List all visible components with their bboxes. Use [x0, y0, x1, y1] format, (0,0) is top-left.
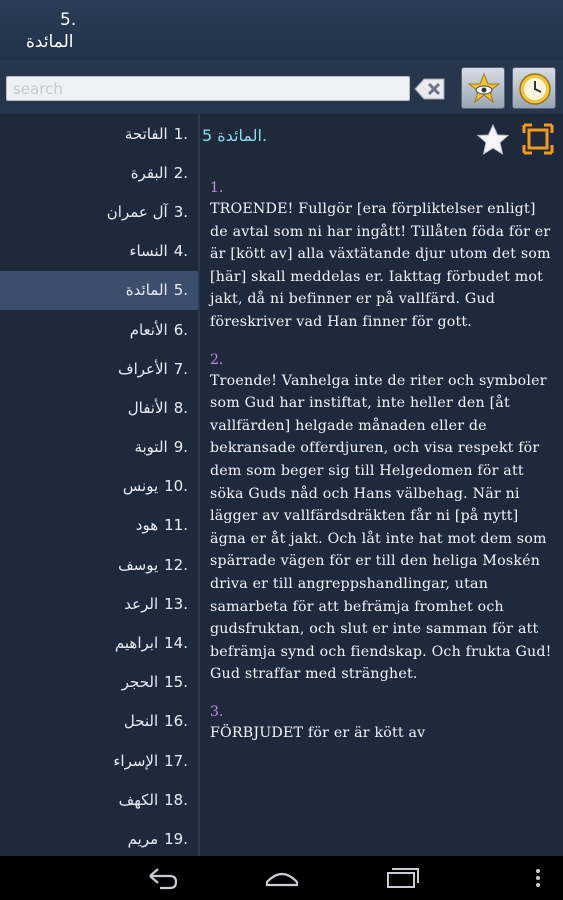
verse	[210, 178, 556, 334]
back-icon	[144, 866, 180, 890]
sura-item-name: هود	[135, 516, 159, 535]
sura-item-name: النساء	[129, 242, 168, 261]
content-title-number: 5.	[202, 126, 268, 145]
content-title	[200, 126, 267, 145]
sura-item-number: 16.	[164, 712, 188, 731]
sura-item-number: 13.	[164, 594, 188, 613]
sura-item-number: 1.	[173, 124, 188, 143]
system-nav-bar	[0, 856, 563, 900]
sura-list	[0, 114, 198, 856]
sura-item-number: 17.	[164, 751, 188, 770]
sura-item-number: 6.	[173, 320, 188, 339]
sura-item-name: يوسف	[118, 555, 159, 574]
sura-item-number: 7.	[173, 359, 188, 378]
sura-item-number: 15.	[164, 673, 188, 692]
sura-item[interactable]	[0, 819, 198, 856]
clock-icon	[518, 72, 552, 106]
sura-item-number: 11.	[164, 516, 188, 535]
sura-item-number: 2.	[173, 163, 188, 182]
search-input[interactable]	[6, 76, 410, 101]
verse-text: Troende! Vanhelga inte de riter och symboler som Gud har instiftat, inte heller den [åt vallfärden] helgade månaden eller de bekransade offerdjuren, och visa respekt för dem som beger sig till Helgedomen för att söka Guds nåd och Hans välbehag. När ni lägger av vallfärdsdräkten får ni [på nytt] ägna er åt jakt. Och låt inte hat mot dem som spärrade vägen för er till den heliga Moskén driva er till angreppshandlingar, utan samarbeta för att befrämja fromhet och gudsfruktan, och slut er inte samman för att befrämja synd och fiendskap. Och frukta Gud! Gud straffar med stränghet.	[210, 372, 552, 683]
sura-item-number: 9.	[173, 438, 188, 457]
sura-item-name: الإسراء	[113, 751, 159, 770]
favorite-button[interactable]	[476, 124, 510, 160]
sura-item-number: 5.	[173, 281, 188, 300]
sura-item[interactable]	[0, 702, 198, 741]
sura-item-active[interactable]	[0, 271, 198, 310]
overflow-menu-icon	[533, 866, 543, 890]
sura-item-number: 12.	[164, 555, 188, 574]
star-icon	[476, 124, 510, 156]
sura-item-number: 18.	[164, 790, 188, 809]
sura-item-number: 19.	[164, 829, 188, 848]
sura-item-name: الأعراف	[118, 359, 168, 378]
sura-item-name: الفاتحة	[124, 124, 168, 143]
verse-number: 2.	[210, 351, 224, 368]
sura-item[interactable]	[0, 114, 198, 153]
recents-button[interactable]	[384, 866, 420, 894]
star-eye-icon	[467, 72, 501, 106]
header-sura-number: 5.	[60, 10, 77, 30]
verse-number: 3.	[210, 703, 224, 720]
clear-search-icon	[414, 78, 446, 100]
sura-item[interactable]	[0, 584, 198, 623]
app-header	[0, 0, 563, 60]
sura-item-name: يونس	[122, 477, 159, 496]
sura-item-name: البقرة	[130, 163, 168, 182]
sura-item[interactable]	[0, 623, 198, 662]
sura-item-name: مريم	[127, 829, 159, 848]
sura-item-name: الرعد	[124, 594, 159, 613]
sura-item-name: الأنعام	[129, 320, 168, 339]
home-icon	[264, 866, 300, 890]
sura-item-number: 4.	[173, 242, 188, 261]
sura-item[interactable]	[0, 780, 198, 819]
recents-icon	[384, 866, 420, 890]
back-button[interactable]	[144, 866, 180, 894]
sura-item[interactable]	[0, 428, 198, 467]
sura-item[interactable]	[0, 388, 198, 427]
sura-item-number: 3.	[173, 202, 188, 221]
sura-item-name: النحل	[123, 712, 159, 731]
verse	[210, 702, 556, 745]
history-button[interactable]	[512, 67, 556, 109]
sura-item-number: 8.	[173, 398, 188, 417]
verse	[210, 350, 556, 686]
clear-search-button[interactable]	[414, 78, 446, 100]
sura-item-name: الحجر	[121, 673, 159, 692]
sura-item[interactable]	[0, 192, 198, 231]
sura-item-name: الكهف	[118, 790, 159, 809]
sura-item[interactable]	[0, 232, 198, 271]
sura-item[interactable]	[0, 349, 198, 388]
verse-text: FÖRBJUDET för er är kött av	[210, 724, 426, 741]
bookmarks-button[interactable]	[461, 67, 505, 109]
sura-item[interactable]	[0, 663, 198, 702]
sura-content	[200, 114, 563, 856]
sura-item[interactable]	[0, 506, 198, 545]
sura-item-name: آل عمران	[106, 202, 168, 221]
verse-list	[210, 178, 556, 760]
sura-item[interactable]	[0, 153, 198, 192]
expand-button[interactable]	[522, 123, 554, 159]
header-sura-name: المائدة	[26, 32, 74, 52]
verse-number: 1.	[210, 180, 224, 196]
sura-item-name: الأنفال	[127, 398, 168, 417]
sura-item-name: التوبة	[134, 438, 168, 457]
home-button[interactable]	[264, 866, 300, 894]
overflow-menu-button[interactable]	[533, 866, 543, 894]
verse-text: TROENDE! Fullgör [era förpliktelser enligt] de avtal som ni har ingått! Tillåten föda för er är [kött av] alla växtätande djur utom det som [här] skall meddelas er. Iakttag förbudet mot jakt, då ni befinner er på vallfärd. Gud föreskriver vad Han finner för gott.	[210, 201, 551, 330]
sura-item[interactable]	[0, 310, 198, 349]
sura-item-number: 10.	[164, 477, 188, 496]
expand-icon	[522, 123, 554, 155]
sura-item[interactable]	[0, 545, 198, 584]
sura-item-name: المائدة	[125, 281, 168, 300]
toolbar	[0, 60, 563, 114]
sura-item[interactable]	[0, 467, 198, 506]
sura-item-number: 14.	[164, 634, 188, 653]
sura-item[interactable]	[0, 741, 198, 780]
content-title-name: المائدة	[217, 126, 262, 145]
sura-item-name: ابراهيم	[114, 634, 159, 653]
